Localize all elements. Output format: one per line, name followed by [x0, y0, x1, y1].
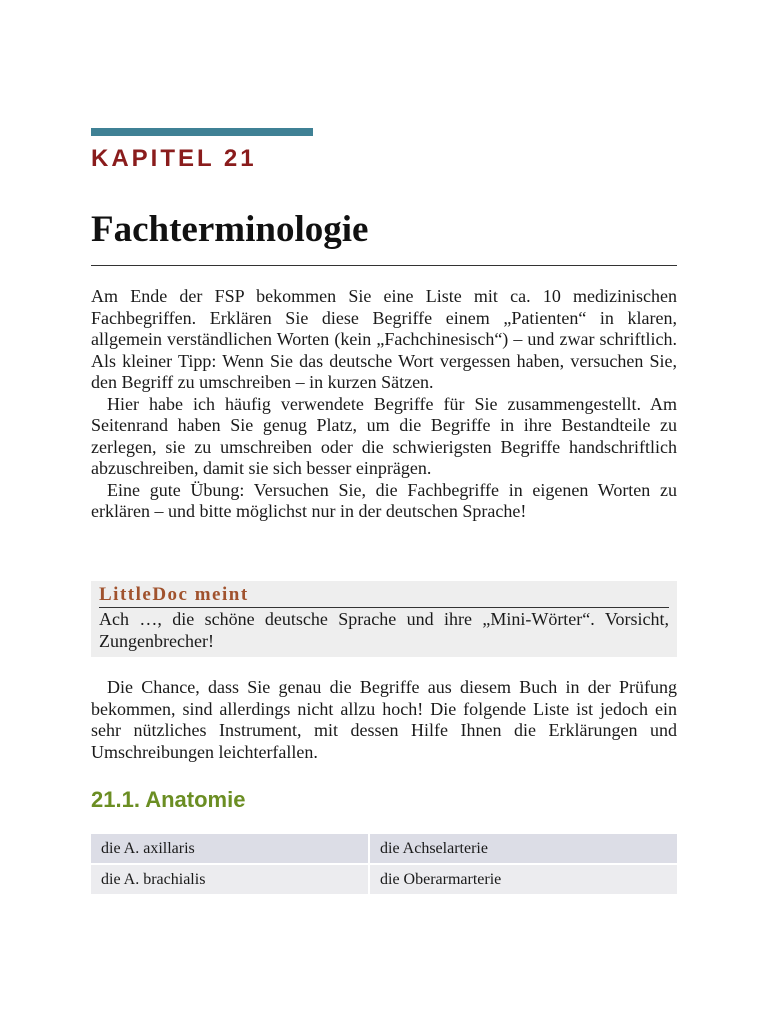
title-divider [91, 265, 677, 266]
intro-text [91, 286, 677, 523]
explanation-cell: die Oberarmarterie [369, 864, 677, 895]
intro-paragraph-1: Am Ende der FSP bekommen Sie eine Liste mit ca. 10 medizinischen Fachbegriffen. Erklären Sie diese Begriffe einem „Patienten“ in klaren, allgemein verständlichen Worten (kein „Fachchinesisch“) – und zwar schriftlich. Als kleiner Tipp: Wenn Sie das deutsche Wort vergessen haben, versuchen Sie, den Begriff zu umschreiben – in kurzen Sätzen. [91, 286, 677, 392]
explanation-cell: die Achselarterie [369, 834, 677, 864]
note-title: LittleDoc meint [99, 584, 669, 608]
note-text: Ach …, die schöne deutsche Sprache und ihre „Mini-Wörter“. Vorsicht, Zungenbrecher! [99, 609, 669, 651]
table-row [91, 864, 677, 895]
section-heading: 21.1. Anatomie [91, 787, 246, 812]
term-cell: die A. brachialis [91, 864, 369, 895]
terminology-table [91, 834, 677, 896]
littledoc-note-box [91, 581, 677, 657]
intro-paragraph-2: Hier habe ich häufig verwendete Begriffe für Sie zusammengestellt. Am Seitenrand haben Sie genug Platz, um die Begriffe in ihre Bestandteile zu zerlegen, sie zu umschreiben oder die schwierigsten Begriffe handschriftlich abzuschreiben, damit sie sich besser einprägen. [91, 393, 677, 478]
chapter-accent-bar [91, 128, 313, 136]
chapter-title: Fachterminologie [91, 209, 369, 250]
outro-paragraph: Die Chance, dass Sie genau die Begriffe aus diesem Buch in der Prüfung bekommen, sind allerdings nicht allzu hoch! Die folgende Liste ist jedoch ein sehr nützliches Instrument, mit dessen Hilfe Ihnen die Erklärungen und Umschreibungen leichterfallen. [91, 677, 677, 762]
table-row [91, 834, 677, 864]
term-cell: die A. axillaris [91, 834, 369, 864]
chapter-label: KAPITEL 21 [91, 145, 257, 172]
intro-paragraph-3: Eine gute Übung: Versuchen Sie, die Fachbegriffe in eigenen Worten zu erklären – und bitte möglichst nur in der deutschen Sprache! [91, 479, 677, 521]
outro-text [91, 677, 677, 763]
